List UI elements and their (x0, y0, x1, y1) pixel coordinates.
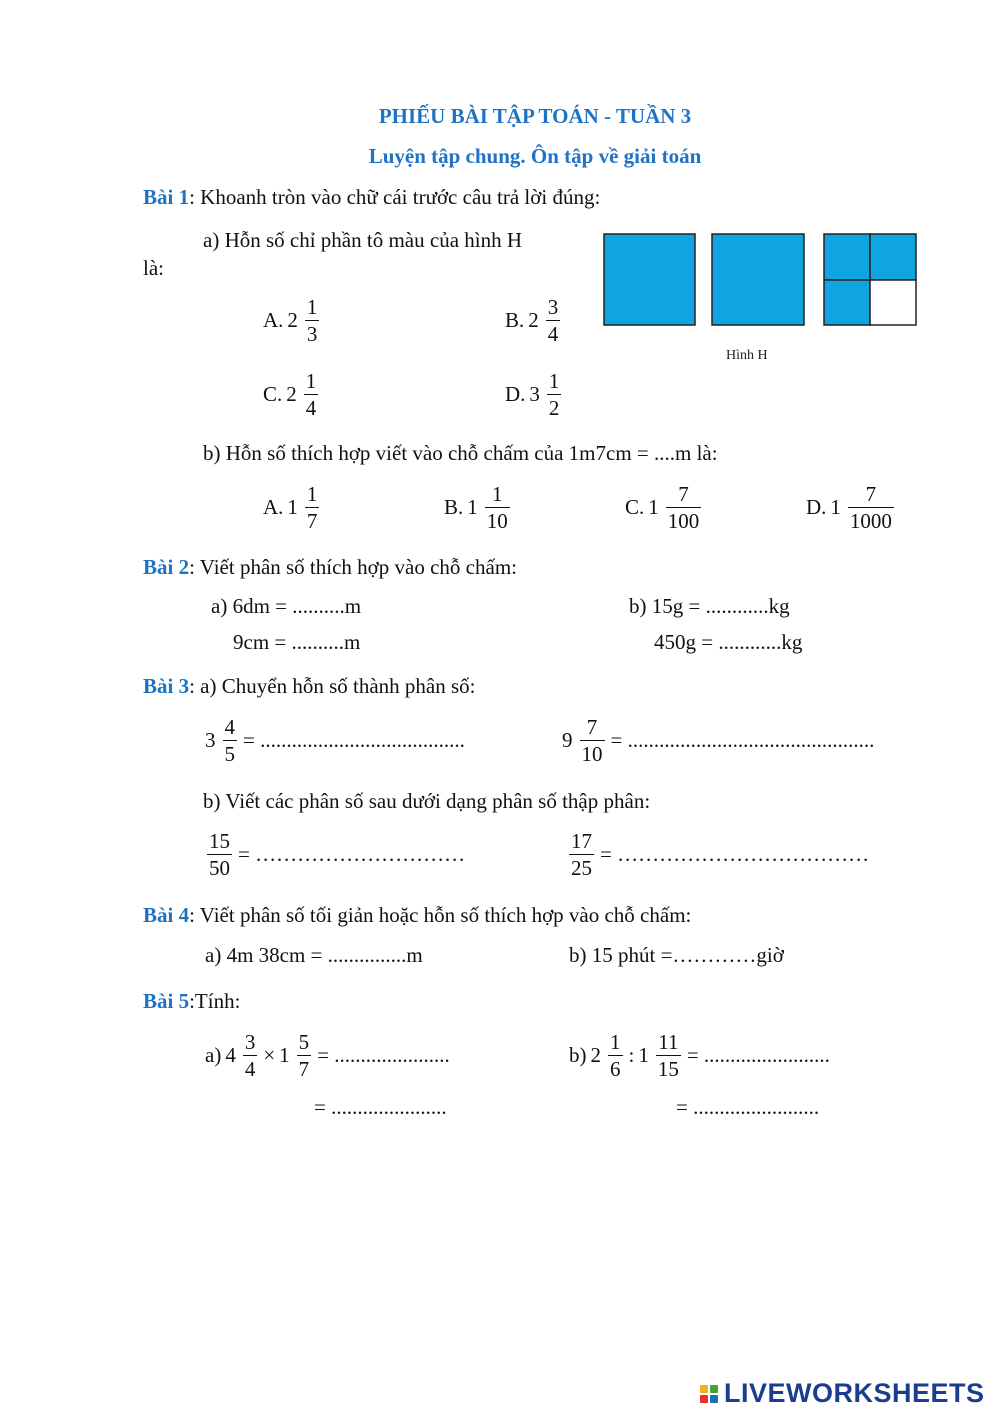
bai1-heading (143, 185, 600, 210)
bai4-label: Bài 4 (143, 903, 190, 927)
bai3-fraction-1[interactable]: $\frac{15}{50}$ = ………………………… (209, 829, 466, 881)
bai1-b-option-a[interactable]: A. 1 $\frac{1}{7}$ (263, 482, 318, 534)
bai2-a2[interactable]: 9cm = ..........m (233, 630, 361, 654)
bai3-b-question: b) Viết các phân số sau dưới dạng phân số thập phân: (203, 789, 651, 813)
bai3-heading (143, 674, 475, 699)
bai4-heading (143, 903, 691, 928)
bai5-heading (143, 989, 240, 1014)
logo-text: LIVEWORKSHEETS (724, 1378, 985, 1408)
bai2-b1[interactable]: b) 15g = ............kg (629, 594, 790, 618)
bai5-a-expression[interactable]: a) 4 $\frac{3}{4}$ × 1 $\frac{5}{7}$ = ...................... (205, 1030, 450, 1082)
figure-h (600, 230, 920, 370)
bai1-a-option-c[interactable]: C. 2 $\frac{1}{4}$ (263, 369, 317, 421)
bai2-label: Bài 2 (143, 555, 190, 579)
logo-square-3 (700, 1395, 708, 1403)
bai1-b-option-c[interactable]: C. 1 $\frac{7}{100}$ (625, 482, 700, 534)
bai2-instruction: : Viết phân số thích hợp vào chỗ chấm: (189, 555, 517, 579)
logo-icon (700, 1385, 718, 1403)
figure-square-2 (712, 234, 804, 325)
liveworksheets-logo (700, 1378, 985, 1409)
bai1-b-option-d[interactable]: D. 1 $\frac{7}{1000}$ (806, 482, 892, 534)
figure-quarter-3 (824, 280, 870, 325)
figure-quarter-1 (824, 234, 870, 280)
logo-square-2 (710, 1385, 718, 1393)
bai5-a-line2[interactable]: = ...................... (314, 1095, 447, 1119)
worksheet-title: PHIẾU BÀI TẬP TOÁN - TUẦN 3 (378, 104, 692, 128)
bai1-a-option-d[interactable]: D. 3 $\frac{1}{2}$ (505, 369, 560, 421)
bai2-b2[interactable]: 450g = ............kg (654, 630, 803, 654)
figure-caption: Hình H (726, 348, 768, 363)
bai1-a-option-b[interactable]: B. 2 $\frac{3}{4}$ (505, 295, 559, 347)
figure-quarter-4 (870, 280, 916, 325)
bai3-mixed-2[interactable]: 9 $\frac{7}{10}$ = ............................................... (562, 715, 875, 767)
bai1-a-question: a) Hỗn số chỉ phần tô màu của hình H (203, 228, 523, 252)
figure-quarter-2 (870, 234, 916, 280)
bai1-a-question-cont: là: (143, 256, 164, 280)
bai3-label: Bài 3 (143, 674, 190, 698)
bai4-a[interactable]: a) 4m 38cm = ...............m (205, 943, 423, 967)
bai1-b-question: b) Hỗn số thích hợp viết vào chỗ chấm của 1m7cm = ....m là: (203, 441, 718, 465)
bai5-label: Bài 5 (143, 989, 190, 1013)
bai2-a1[interactable]: a) 6dm = ..........m (211, 594, 362, 618)
bai1-b-option-b[interactable]: B. 1 $\frac{1}{10}$ (444, 482, 508, 534)
bai3-mixed-1[interactable]: 3 $\frac{4}{5}$ = ....................................... (205, 715, 465, 767)
bai4-instruction: : Viết phân số tối giản hoặc hỗn số thích hợp vào chỗ chấm: (189, 903, 692, 927)
bai2-heading (143, 555, 517, 580)
bai4-b[interactable]: b) 15 phút =…………giờ (569, 943, 784, 967)
bai5-b-line2[interactable]: = ........................ (676, 1095, 820, 1119)
bai5-b-expression[interactable]: b) 2 $\frac{1}{6}$ : 1 $\frac{11}{15}$ = ........................ (569, 1030, 830, 1082)
logo-square-1 (700, 1385, 708, 1393)
logo-square-4 (710, 1395, 718, 1403)
bai1-instruction: : Khoanh tròn vào chữ cái trước câu trả lời đúng: (189, 185, 601, 209)
figure-square-1 (604, 234, 695, 325)
bai1-a-option-a[interactable]: A. 2 $\frac{1}{3}$ (263, 295, 318, 347)
bai1-label: Bài 1 (143, 185, 190, 209)
bai3-instruction: : a) Chuyển hỗn số thành phân số: (189, 674, 476, 698)
bai3-fraction-2[interactable]: $\frac{17}{25}$ = ……………………………… (571, 829, 870, 881)
bai5-instruction: :Tính: (189, 989, 241, 1013)
worksheet-subtitle: Luyện tập chung. Ôn tập về giải toán (368, 144, 702, 168)
